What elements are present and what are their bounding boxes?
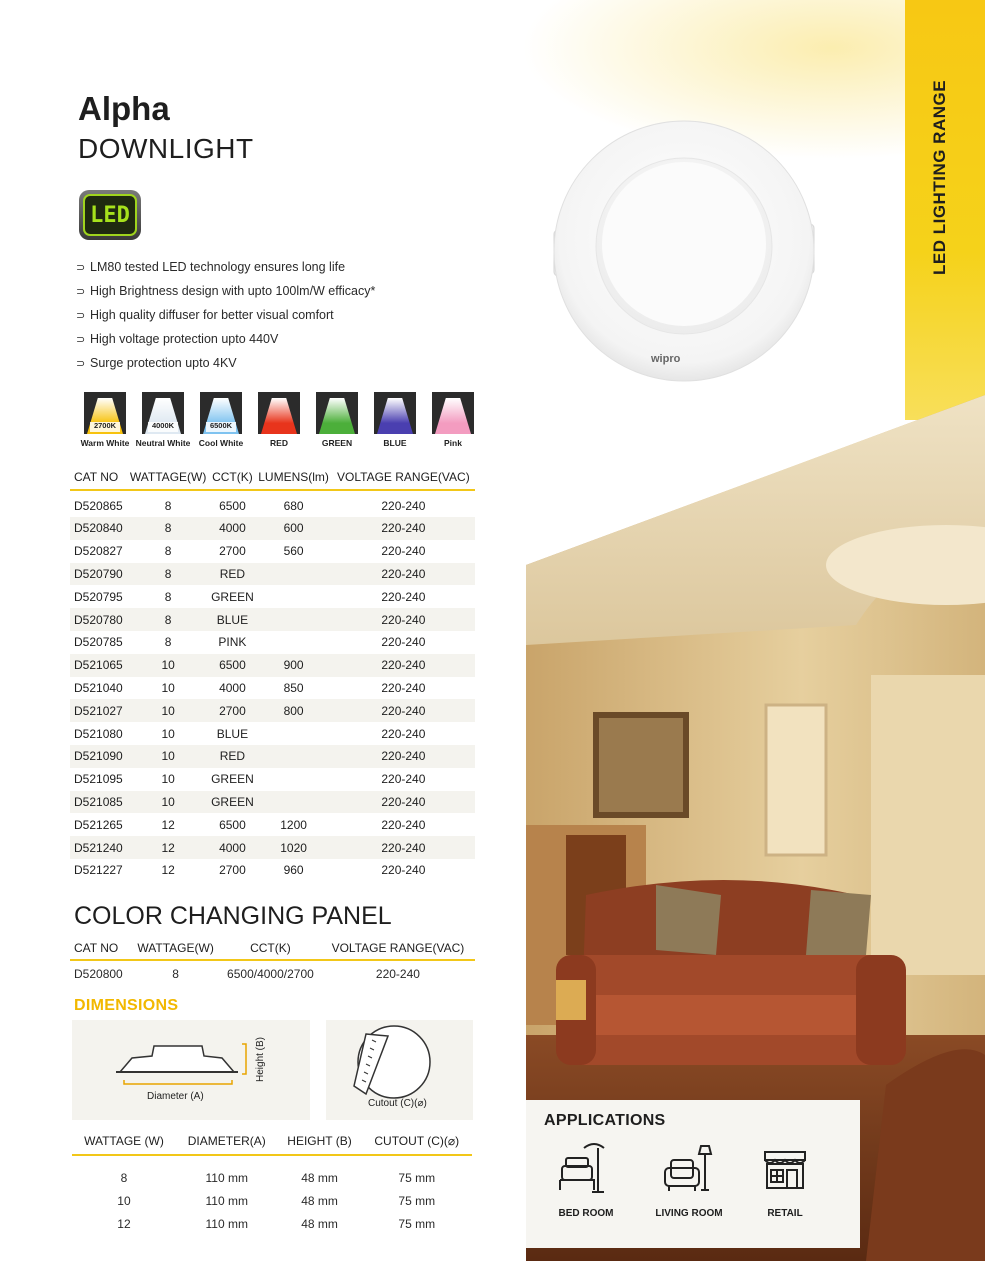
table-cell: 220-240 (332, 699, 475, 722)
table-row (72, 1189, 472, 1212)
table-cell: 6500 (219, 499, 246, 513)
table-cell: 220-240 (332, 563, 475, 586)
table-row (70, 654, 475, 677)
led-badge (79, 190, 141, 240)
table-cell (255, 608, 331, 631)
table-row (70, 859, 475, 882)
chip-label: Warm White (80, 438, 130, 448)
color-chip (76, 392, 134, 448)
light-beam-icon (200, 392, 242, 434)
table-row (70, 677, 475, 700)
product-name: Alpha (78, 90, 170, 127)
table-row (72, 1155, 472, 1189)
col-cat-no: CAT NO (74, 469, 119, 484)
table-row (70, 608, 475, 631)
table-cell: 1200 (280, 817, 307, 832)
table-cell: 75 mm (398, 1170, 436, 1185)
light-beam-icon (374, 392, 416, 434)
table-row: D520800 8 6500/4000/2700 220-240 (74, 966, 420, 981)
table-cell: GREEN (209, 791, 255, 814)
led-badge-text: LED (83, 194, 137, 236)
col-wattage: WATTAGE (W) (84, 1133, 164, 1148)
light-beam-icon (316, 392, 358, 434)
table-row (70, 813, 475, 836)
table-cell: 4000 (209, 836, 255, 859)
table-cell: 680 (283, 499, 304, 513)
color-chip (366, 392, 424, 448)
feature-item: ⊃ High quality diffuser for better visual comfort (76, 306, 375, 330)
table-cell: 220-240 (332, 517, 475, 540)
table-cell: 2700 (219, 544, 246, 559)
table-row (70, 563, 475, 586)
table-cell: 8 (164, 589, 172, 604)
table-cell: 220-240 (381, 772, 426, 787)
table-cell: D520840 (70, 517, 127, 540)
table-cell: 220-240 (332, 745, 475, 768)
table-cell: D521040 (74, 680, 123, 695)
bullet-icon: ⊃ (76, 358, 86, 370)
table-cell: 8 (127, 517, 210, 540)
col-wattage: WATTAGE(W) (129, 469, 207, 484)
color-chip (134, 392, 192, 448)
armchair-lamp-icon (661, 1142, 717, 1194)
table-cell: 10 (161, 772, 175, 787)
height-label: Height (B) (255, 1036, 266, 1082)
table-cell: 220-240 (381, 863, 426, 878)
col-diameter: DIAMETER(A) (187, 1133, 266, 1148)
table-cell: 220-240 (381, 499, 426, 513)
application-label: RETAIL (767, 1208, 803, 1219)
side-label: LED LIGHTING RANGE (930, 79, 949, 275)
table-cell (255, 563, 331, 586)
chip-label: RED (270, 438, 288, 448)
spec-table (70, 468, 475, 882)
table-row (70, 631, 475, 654)
table-cell: RED (209, 745, 255, 768)
chip-label: Neutral White (135, 438, 191, 448)
table-cell: 850 (283, 680, 304, 695)
panel-title: COLOR CHANGING PANEL (74, 902, 392, 930)
light-beam-icon (142, 392, 184, 434)
feature-item: ⊃ High Brightness design with upto 100lm/W efficacy* (76, 282, 375, 306)
product-brand: wipro (651, 353, 681, 365)
table-cell: 800 (255, 699, 331, 722)
table-cell: 4000 (219, 680, 246, 695)
chip-label: BLUE (383, 438, 407, 448)
table-cell: 1020 (255, 836, 331, 859)
table-cell: 10 (127, 745, 210, 768)
table-cell: D521227 (74, 863, 123, 878)
col-voltage: VOLTAGE RANGE(VAC) (331, 941, 465, 955)
diameter-label: Diameter (A) (147, 1091, 204, 1102)
table-cell: 110 mm (205, 1216, 248, 1231)
table-cell: GREEN (211, 772, 254, 787)
table-cell: 220-240 (381, 726, 426, 741)
table-cell: D521065 (70, 654, 127, 677)
bullet-icon: ⊃ (76, 262, 86, 274)
chip-temperature: 2700K (93, 421, 117, 430)
application-label: LIVING ROOM (655, 1208, 723, 1219)
color-chip (308, 392, 366, 448)
table-row (70, 836, 475, 859)
table-cell: PINK (218, 635, 247, 650)
bullet-icon: ⊃ (76, 334, 86, 346)
table-cell: 10 (161, 726, 175, 741)
cutout-label: Cutout (C)(⌀) (368, 1098, 427, 1109)
table-cell: 560 (283, 544, 304, 559)
col-height: HEIGHT (B) (287, 1133, 352, 1148)
application-label: BED ROOM (558, 1208, 614, 1219)
table-cell (255, 791, 331, 814)
table-cell: 600 (255, 517, 331, 540)
table-cell: D520795 (74, 589, 123, 604)
panel-table (70, 941, 475, 986)
chip-temperature: 4000K (151, 421, 175, 430)
chip-label: Cool White (198, 438, 244, 448)
table-cell: D520827 (74, 544, 123, 559)
feature-item: ⊃ High voltage protection upto 440V (76, 330, 375, 354)
table-cell: D521265 (74, 817, 123, 832)
feature-list (76, 258, 375, 378)
table-cell: 220-240 (381, 635, 426, 650)
storefront-icon (757, 1142, 813, 1194)
color-temperature-chips (76, 392, 482, 448)
table-cell: D521085 (70, 791, 127, 814)
applications-title: APPLICATIONS (544, 1112, 666, 1129)
table-cell: 12 (161, 817, 175, 832)
table-cell: 110 mm (205, 1193, 248, 1208)
application-living-room (644, 1142, 734, 1219)
table-cell (255, 722, 331, 745)
table-cell: 220-240 (381, 544, 426, 559)
table-row (70, 585, 475, 608)
table-cell: 2700 (209, 699, 255, 722)
color-chip (192, 392, 250, 448)
table-cell: 220-240 (381, 817, 426, 832)
table-row (70, 791, 475, 814)
table-cell: D520790 (70, 563, 127, 586)
light-beam-icon (432, 392, 474, 434)
light-beam-icon (258, 392, 300, 434)
table-cell: 8 (127, 563, 210, 586)
table-cell: 48 mm (301, 1216, 338, 1231)
col-cat-no: CAT NO (74, 941, 119, 955)
feature-item: ⊃ Surge protection upto 4KV (76, 354, 375, 378)
table-cell: 12 (161, 863, 175, 878)
table-row (70, 699, 475, 722)
table-cell: 6500 (209, 654, 255, 677)
col-wattage: WATTAGE(W) (137, 941, 214, 955)
table-cell: 10 (117, 1193, 131, 1208)
downlight-product-image (548, 118, 818, 393)
table-cell: 110 mm (205, 1170, 248, 1185)
table-header-row (70, 468, 475, 490)
table-row (70, 722, 475, 745)
table-cell: 4000 (209, 517, 255, 540)
table-header-row (72, 1131, 472, 1155)
table-row (70, 490, 475, 517)
cutout-diagram (326, 1020, 473, 1120)
table-cell: GREEN (211, 589, 254, 604)
table-cell: 10 (127, 699, 210, 722)
table-cell: 12 (117, 1216, 131, 1231)
table-cell: BLUE (216, 726, 249, 741)
col-voltage: VOLTAGE RANGE(VAC) (337, 469, 470, 484)
dimensions-title: DIMENSIONS (74, 997, 179, 1014)
table-cell: 900 (255, 654, 331, 677)
application-bed-room (541, 1142, 631, 1219)
application-retail (740, 1142, 830, 1219)
table-cell: D520865 (74, 499, 123, 513)
table-cell (255, 768, 331, 791)
table-cell: 220-240 (332, 608, 475, 631)
table-cell (255, 585, 331, 608)
table-cell: 8 (120, 1170, 128, 1185)
col-cct: CCT(K) (250, 941, 291, 955)
chip-label: Pink (444, 438, 462, 448)
table-cell: D521080 (74, 726, 123, 741)
chip-temperature: 6500K (209, 421, 233, 430)
table-row (72, 1212, 472, 1235)
feature-item: ⊃ LM80 tested LED technology ensures long life (76, 258, 375, 282)
color-chip (424, 392, 482, 448)
product-category: DOWNLIGHT (78, 133, 254, 164)
dimension-table (72, 1131, 472, 1235)
bed-icon (558, 1142, 614, 1194)
col-lumens: LUMENS(lm) (258, 469, 329, 484)
color-chip (250, 392, 308, 448)
table-cell: D521095 (74, 772, 123, 787)
table-cell: 6500 (219, 817, 246, 832)
table-cell: 8 (127, 608, 210, 631)
applications-panel (526, 1100, 860, 1248)
table-cell: D520785 (74, 635, 123, 650)
table-row (70, 768, 475, 791)
table-cell: 220-240 (332, 791, 475, 814)
table-cell: 8 (164, 544, 172, 559)
col-cutout: CUTOUT (C)(⌀) (374, 1133, 460, 1148)
table-cell: 48 mm (301, 1170, 338, 1185)
table-cell: D521027 (70, 699, 127, 722)
table-cell: 48 mm (301, 1193, 338, 1208)
table-cell: 220-240 (332, 654, 475, 677)
table-cell: 10 (127, 791, 210, 814)
table-row (70, 517, 475, 540)
table-cell: 220-240 (381, 680, 426, 695)
table-row (70, 745, 475, 768)
table-cell: 220-240 (332, 836, 475, 859)
col-cct: CCT(K) (212, 469, 253, 484)
side-profile-diagram (72, 1020, 310, 1120)
bullet-icon: ⊃ (76, 310, 86, 322)
table-cell: D520780 (70, 608, 127, 631)
table-cell: 8 (164, 635, 172, 650)
table-cell: 12 (127, 836, 210, 859)
table-cell: 10 (127, 654, 210, 677)
table-cell: 10 (161, 680, 175, 695)
table-cell: D521090 (70, 745, 127, 768)
table-cell: D521240 (70, 836, 127, 859)
table-cell: 220-240 (381, 589, 426, 604)
table-cell: 75 mm (398, 1193, 436, 1208)
side-profile-drawing (72, 1020, 310, 1120)
table-cell: BLUE (209, 608, 255, 631)
bullet-icon: ⊃ (76, 286, 86, 298)
table-cell: 960 (283, 863, 304, 878)
table-header-row (70, 941, 475, 960)
table-cell (255, 745, 331, 768)
chip-label: GREEN (321, 438, 353, 448)
table-cell: 8 (164, 499, 172, 513)
table-row (70, 540, 475, 563)
table-cell: RED (209, 563, 255, 586)
table-cell (255, 631, 331, 654)
light-beam-icon (84, 392, 126, 434)
table-cell: 2700 (219, 863, 246, 878)
table-cell: 75 mm (398, 1216, 436, 1231)
